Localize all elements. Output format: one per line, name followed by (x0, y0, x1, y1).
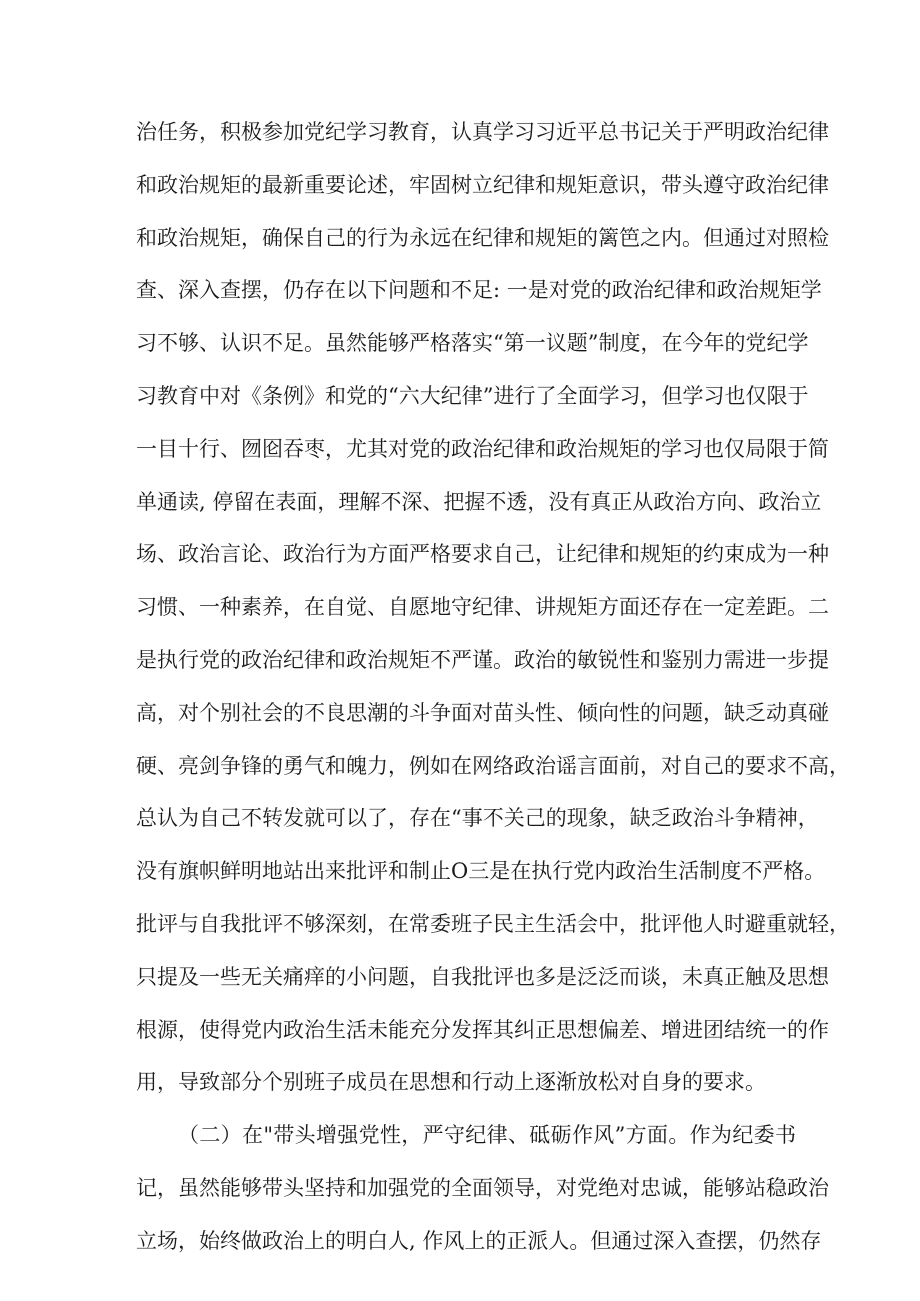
document-body (136, 106, 850, 1268)
paragraph-1 (136, 106, 850, 1109)
text-line: 用，导致部分个别班子成员在思想和行动上逐渐放松对自身的要求。 (136, 1070, 766, 1095)
text-line: （二）在"带头增强党性，严守纪律、砥砺作风”方面。作为纪委书 (178, 1123, 796, 1148)
text-line: 只提及一些无关痛痒的小问题，自我批评也多是泛泛而谈，未真正触及思想 (136, 964, 829, 989)
text-line: 一目十行、囫囵吞枣，尤其对党的政治纪律和政治规矩的学习也仅局限于简 (136, 436, 829, 461)
text-line: 治任务，积极参加党纪学习教育，认真学习习近平总书记关于严明政治纪律 (136, 120, 829, 144)
text-line: 单通读, 停留在表面，理解不深、把握不透，没有真正从政治方向、政治立 (136, 489, 822, 514)
text-line: 是执行党的政治纪律和政治规矩不严谨。政治的敏锐性和鉴别力需进一步提 (136, 647, 829, 672)
text-line: 和政治规矩，确保自己的行为永远在纪律和规矩的篱笆之内。但通过对照检 (136, 225, 829, 250)
text-line: 高，对个别社会的不良思潮的斗争面对苗头性、倾向性的问题，缺乏动真碰 (136, 700, 829, 725)
text-line: 总认为自己不转发就可以了，存在“事不关己的现象，缺乏政治斗争精神， (136, 806, 819, 831)
text-line: 习教育中对《条例》和党的“六大纪律”进行了全面学习，但学习也仅限于 (136, 383, 809, 408)
text-line: 和政治规矩的最新重要论述，牢固树立纪律和规矩意识，带头遵守政治纪律 (136, 172, 829, 197)
text-line: 批评与自我批评不够深刻，在常委班子民主生活会中，批评他人时避重就轻， (136, 911, 850, 936)
text-line: 根源，使得党内政治生活未能充分发挥其纠正思想偏差、增进团结统一的作 (136, 1017, 829, 1042)
text-line: 习不够、认识不足。虽然能够严格落实“第一议题”制度，在今年的党纪学 (136, 331, 809, 356)
text-line: 场、政治言论、政治行为方面严格要求自己，让纪律和规矩的约束成为一种 (136, 542, 829, 567)
text-line: 查、深入查摆，仍存在以下问题和不足: 一是对党的政治纪律和政治规矩学 (136, 278, 822, 303)
text-line: 立场，始终做政治上的明白人, 作风上的正派人。但通过深入查摆，仍然存 (136, 1228, 822, 1253)
paragraph-2 (136, 1109, 829, 1267)
text-line: 没有旗帜鲜明地站出来批评和制止O三是在执行党内政治生活制度不严格。 (136, 859, 826, 884)
text-line: 习惯、一种素养，在自觉、自愿地守纪律、讲规矩方面还存在一定差距。二 (136, 595, 829, 620)
text-line: 记，虽然能够带头坚持和加强党的全面领导，对党绝对忠诚，能够站稳政治 (136, 1175, 829, 1200)
text-line: 硬、亮剑争锋的勇气和魄力，例如在网络政治谣言面前，对自己的要求不高， (136, 753, 850, 778)
